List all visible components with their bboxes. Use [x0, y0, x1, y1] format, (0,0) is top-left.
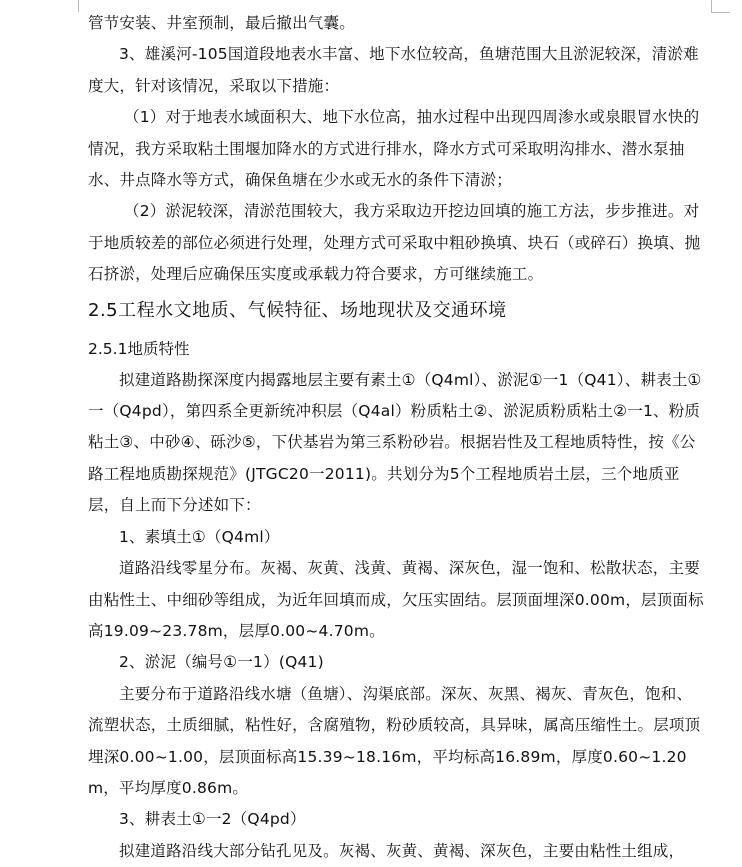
section-heading-2-5-1: 2.5.1地质特性 — [88, 339, 190, 358]
paragraph-fill-soil-desc: 道路沿线零星分布。灰褐、灰黄、浅黄、黄褐、深灰色，湿一饱和、松散状态，主要由粘性土、中细砂等组成，为近年回填而成，欠压实固结。层顶面埋深0.00m，层顶面标高19.09~23.78m，层厚0.00~4.70m。 — [88, 559, 704, 640]
paragraph-pipe-install: 管节安装、井室预制，最后撤出气囊。 — [88, 14, 355, 32]
paragraph-measure-1: （1）对于地表水域面积大、地下水位高，抽水过程中出现四周渗水或泉眼冒水快的情况，我方采取粘土围堰加降水的方式进行排水，降水方式可采取明沟排水、潜水泵抽水、井点降水等方式，确保鱼塘在少水或无水的条件下清淤； — [88, 108, 700, 190]
paragraph-strata-overview: 拟建道路勘探深度内揭露地层主要有素土①（Q4ml）、淤泥①一1（Q41）、耕表土①一（Q4pd），第四系全更新统冲积层（Q4al）粉质粘土②、淤泥质粉质粘土②一1、粉质粘土③、中砂④、砾沙⑤，下伏基岩为第三系粉砂岩。根据岩性及工程地质特性，按《公路工程地质勘探规范》(JTGC20一2011)。共划分为5个工程地质岩土层，三个地质亚层，自上而下分述如下： — [88, 370, 702, 515]
paragraph-measure-2: （2）淤泥较深，清淤范围较大，我方采取边开挖边回填的施工方法，步步推进。对于地质较差的部位必须进行处理，处理方式可采取中粗砂换填、块石（或碎石）换填、抛石挤淤，处理后应确保压实度或承载力符合要求，方可继续施工。 — [88, 202, 701, 284]
paragraph-fill-soil-title: 1、素填土①（Q4ml） — [119, 527, 280, 546]
paragraph-silt-title: 2、淤泥（编号①一1）(Q41) — [119, 653, 324, 672]
paragraph-silt-desc: 主要分布于道路沿线水塘（鱼塘）、沟渠底部。深灰、灰黑、褐灰、青灰色，饱和、流塑状态，土质细腻，粘性好，含腐殖物，粉砂质较高，具异味，属高压缩性土。层项顶埋深0.00~1.00，层顶面标高15.39~18.16m，平均标高16.89m，厚度0.60~1.20m，平均厚度0.86m。 — [88, 684, 701, 797]
document-body — [88, 8, 706, 867]
paragraph-topsoil-title: 3、耕表土①一2（Q4pd） — [119, 810, 306, 829]
margin-corner-mark-left — [68, 0, 79, 12]
paragraph-xiongxi-river: 3、雄溪河-105国道段地表水丰富、地下水位较高，鱼塘范围大且淤泥较深，清淤难度大，针对该情况，采取以下措施： — [88, 45, 699, 95]
section-heading-2-5: 2.5工程水文地质、气候特征、场地现状及交通环境 — [88, 299, 507, 321]
margin-corner-mark-right — [711, 0, 730, 13]
paragraph-topsoil-desc: 拟建道路沿线大部分钻孔见及。灰褐、灰黄、黄褐、深灰色，主要由粘性土组成， — [119, 841, 685, 860]
